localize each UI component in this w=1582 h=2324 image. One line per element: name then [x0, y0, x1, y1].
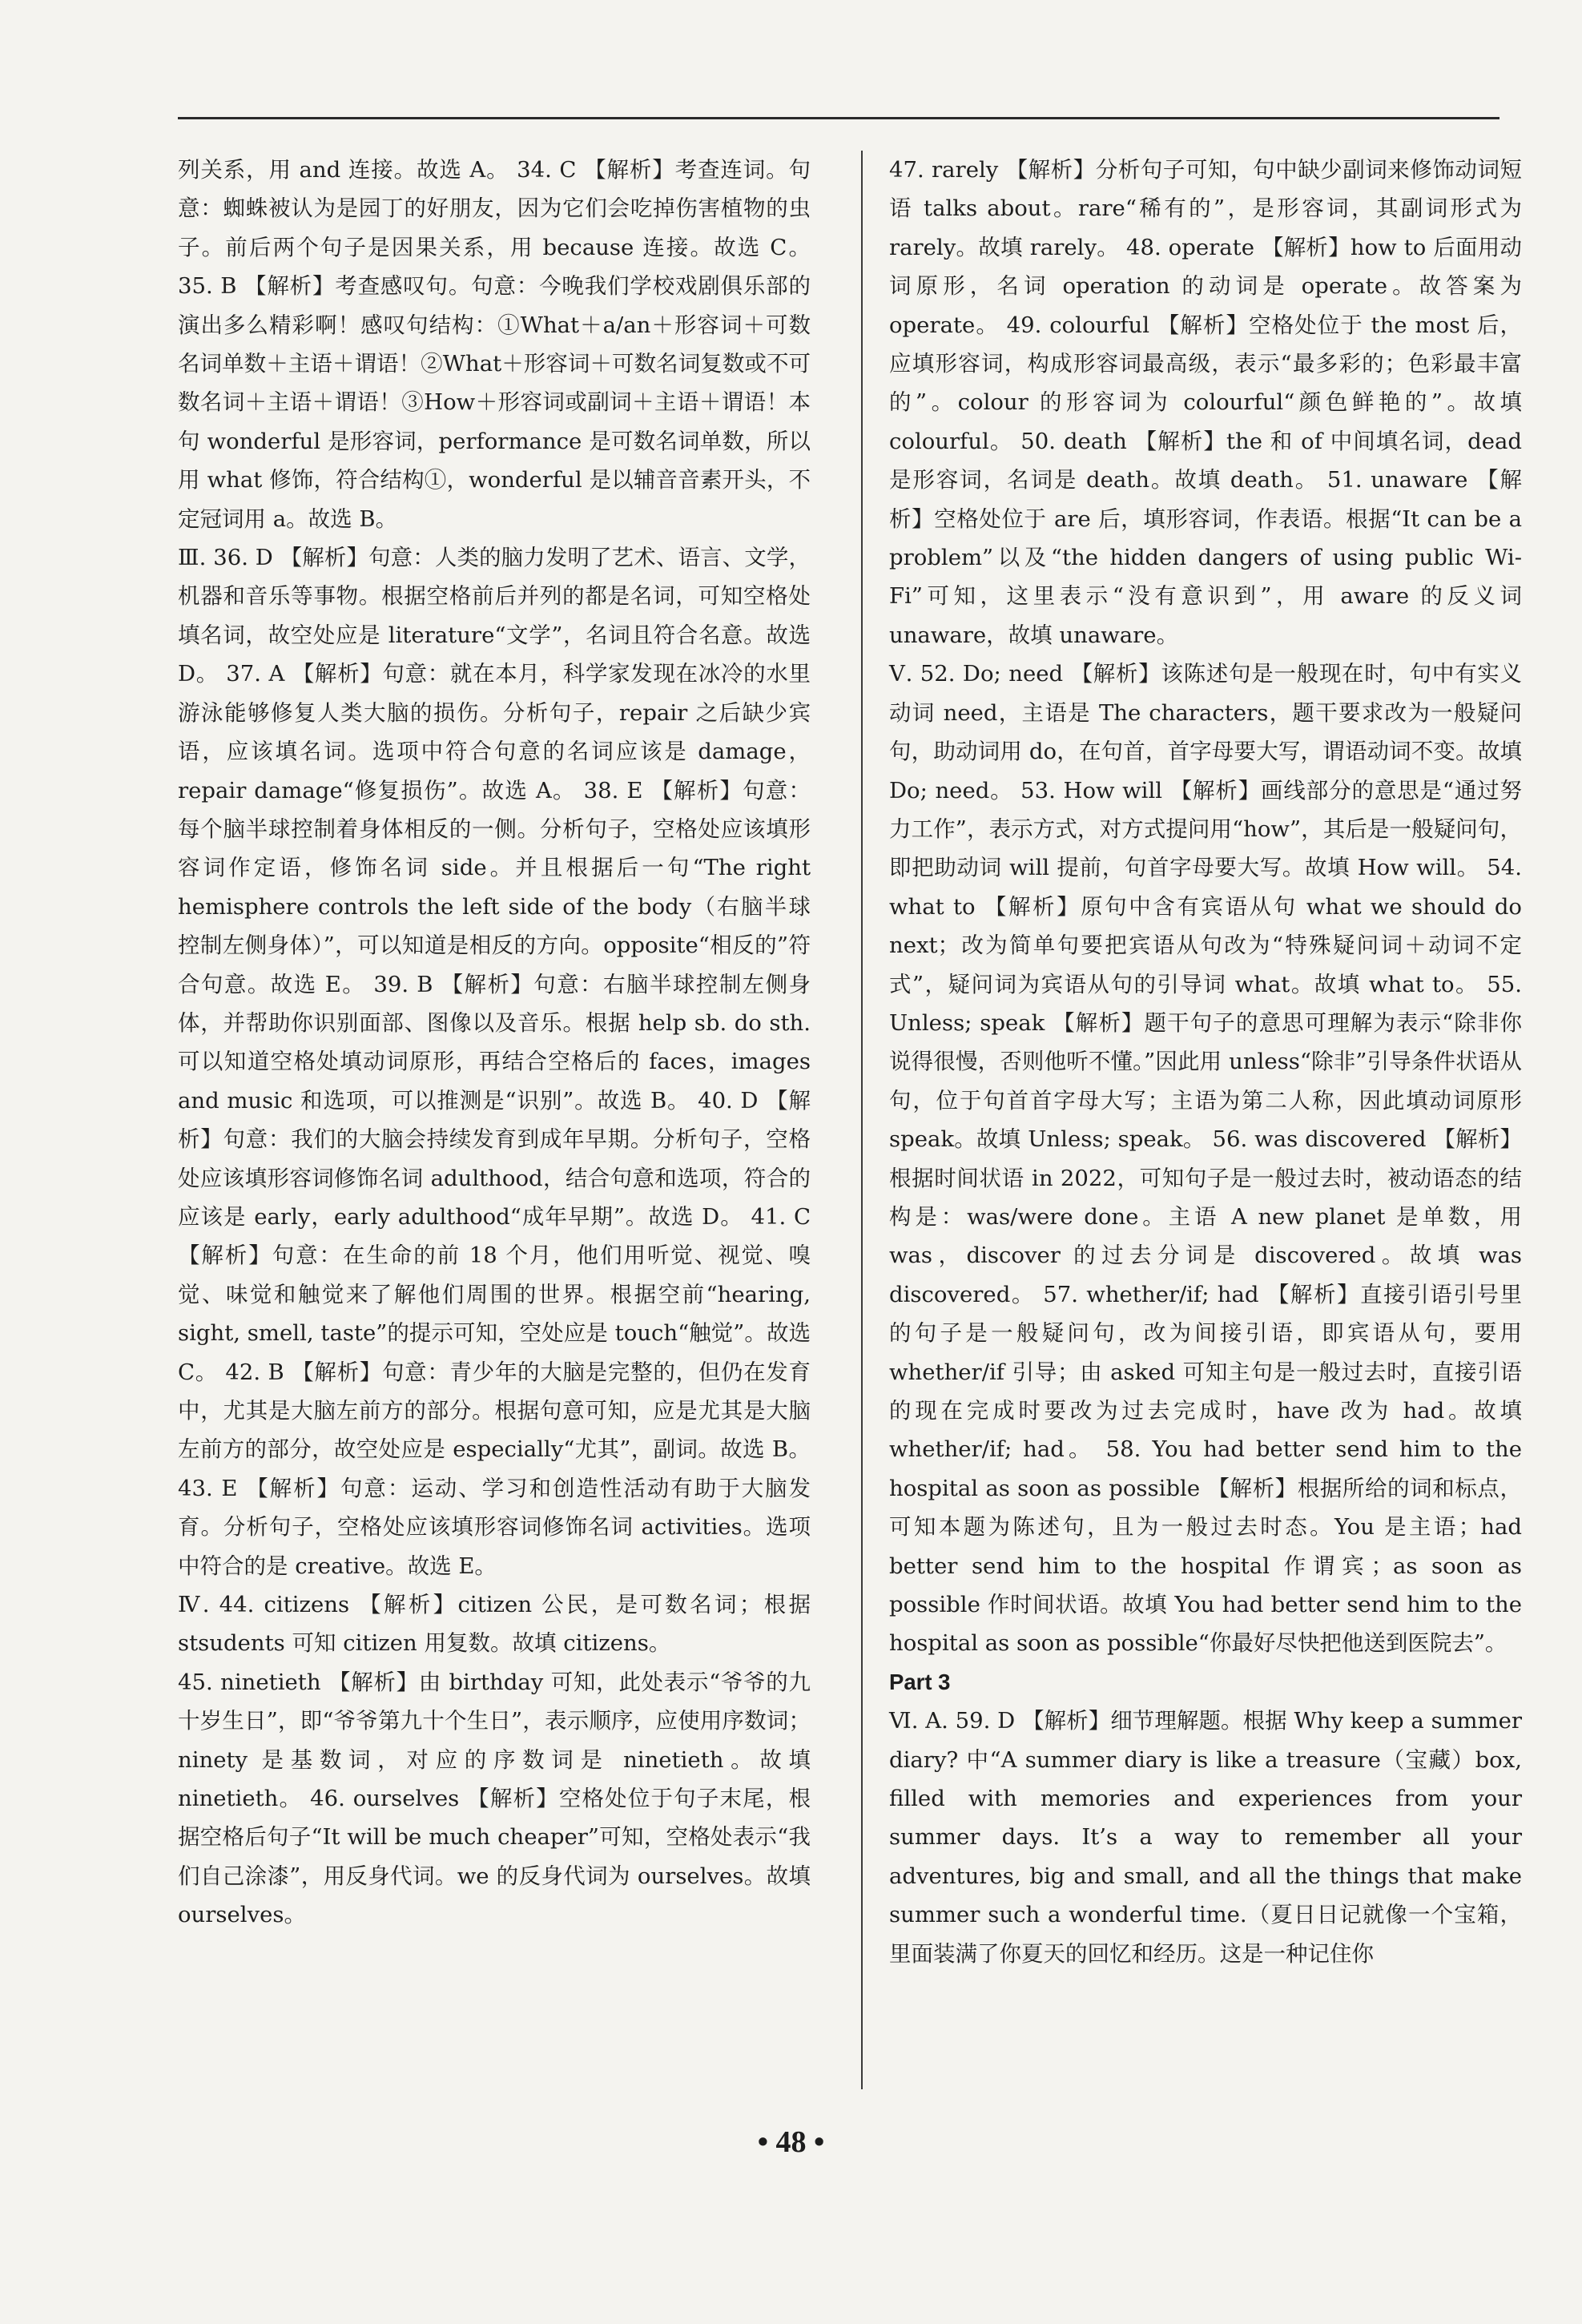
- page-number: • 48 •: [757, 2125, 825, 2159]
- section-vi-answer-59: Ⅵ. A. 59. D 【解析】细节理解题。根据 Why keep a summer diary? 中“A summer diary is like a treasure（宝藏）box, filled with memories and experiences from your summer days. It’s a way to remember all your adventures, big and small, and all the things that make summer such a wonderful time.（夏日日记就像一个宝箱，里面装满了你夏天的回忆和经历。这是一种记住你: [889, 1708, 1522, 1967]
- answers-45-46: 45. ninetieth 【解析】由 birthday 可知，此处表示“爷爷的九十岁生日”，即“爷爷第九十个生日”，表示顺序，应使用序数词；ninety 是基数词，对应的序数词是 ninetieth。故填 ninetieth。 46. ourselves 【解析】空格处位于句子末尾，根据空格后句子“It will be much cheaper”可知，空格处表示“我们自己涂漆”，用反身代词。we 的反身代词为 ourselves。故填 ourselves。: [178, 1669, 811, 1928]
- header-rule: [178, 117, 1499, 119]
- section-iii-answers: Ⅲ. 36. D 【解析】句意：人类的脑力发明了艺术、语言、文学，机器和音乐等事物。根据空格前后并列的都是名词，可知空格处填名词，故空处应是 literature“文学”，名词且符合名意。故选 D。 37. A 【解析】句意：就在本月，科学家发现在冰冷的水里游泳能够修复人类大脑的损伤。分析句子，repair 之后缺少宾语，应该填名词。选项中符合句意的名词应该是 damage，repair damage“修复损伤”。故选 A。 38. E 【解析】句意：每个脑半球控制着身体相反的一侧。分析句子，空格处应该填形容词作定语，修饰名词 side。并且根据后一句“The right hemisphere controls the left side of the body（右脑半球控制左侧身体）”，可以知道是相反的方向。opposite“相反的”符合句意。故选 E。 39. B 【解析】句意：右脑半球控制左侧身体，并帮助你识别面部、图像以及音乐。根据 help sb. do sth. 可以知道空格处填动词原形，再结合空格后的 faces，images and music 和选项，可以推测是“识别”。故选 B。 40. D 【解析】句意：我们的大脑会持续发育到成年早期。分析句子，空格处应该填形容词修饰名词 adulthood，结合句意和选项，符合的应该是 early，early adulthood“成年早期”。故选 D。 41. C 【解析】句意：在生命的前 18 个月，他们用听觉、视觉、嗅觉、味觉和触觉来了解他们周围的世界。根据空前“hearing, sight, smell, taste”的提示可知，空处应是 touch“触觉”。故选 C。 42. B 【解析】句意：青少年的大脑是完整的，但仍在发育中，尤其是大脑左前方的部分。根据句意可知，应是尤其是大脑左前方的部分，故空处应是 especially“尤其”，副词。故选 B。 43. E 【解析】句意：运动、学习和创造性活动有助于大脑发育。分析句子，空格处应该填形容词修饰名词 activities。选项中符合的是 creative。故选 E。: [178, 545, 811, 1579]
- answers-34-35: 列关系，用 and 连接。故选 A。 34. C 【解析】考查连词。句意：蜘蛛被认为是园丁的好朋友，因为它们会吃掉伤害植物的虫子。前后两个句子是因果关系，用 because 连接。故选 C。 35. B 【解析】考查感叹句。句意：今晚我们学校戏剧俱乐部的演出多么精彩啊！感叹句结构：①What＋a/an＋形容词＋可数名词单数＋主语＋谓语！②What＋形容词＋可数名词复数或不可数名词＋主语＋谓语！③How＋形容词或副词＋主语＋谓语！本句 wonderful 是形容词，performance 是可数名词单数，所以用 what 修饰，符合结构①，wonderful 是以辅音音素开头，不定冠词用 a。故选 B。: [178, 157, 811, 532]
- section-iv-answer-44: Ⅳ. 44. citizens 【解析】citizen 公民，是可数名词；根据 stsudents 可知 citizen 用复数。故填 citizens。: [178, 1592, 811, 1657]
- left-column: [178, 151, 811, 1935]
- answers-47-51: 47. rarely 【解析】分析句子可知，句中缺少副词来修饰动词短语 talks about。rare“稀有的”，是形容词，其副词形式为 rarely。故填 rarely。 48. operate 【解析】how to 后面用动词原形，名词 operation 的动词是 operate。故答案为 operate。 49. colourful 【解析】空格处位于 the most 后，应填形容词，构成形容词最高级，表示“最多彩的；色彩最丰富的”。colour 的形容词为 colourful“颜色鲜艳的”。故填 colourful。 50. death 【解析】the 和 of 中间填名词，dead 是形容词，名词是 death。故填 death。 51. unaware 【解析】空格处位于 are 后，填形容词，作表语。根据“It can be a problem”以及“the hidden dangers of using public Wi-Fi”可知，这里表示“没有意识到”，用 aware 的反义词 unaware，故填 unaware。: [889, 157, 1522, 648]
- section-v-answers: Ⅴ. 52. Do; need 【解析】该陈述句是一般现在时，句中有实义动词 need，主语是 The characters，题干要求改为一般疑问句，助动词用 do，在句首，首字母要大写，谓语动词不变。故填 Do; need。 53. How will 【解析】画线部分的意思是“通过努力工作”，表示方式，对方式提问用“how”，其后是一般疑问句，即把助动词 will 提前，句首字母要大写。故填 How will。 54. what to 【解析】原句中含有宾语从句 what we should do next；改为简单句要把宾语从句改为“特殊疑问词＋动词不定式”，疑问词为宾语从句的引导词 what。故填 what to。 55. Unless; speak 【解析】题干句子的意思可理解为表示“除非你说得很慢，否则他听不懂。”因此用 unless“除非”引导条件状语从句，位于句首首字母大写；主语为第二人称，因此填动词原形 speak。故填 Unless; speak。 56. was discovered 【解析】根据时间状语 in 2022，可知句子是一般过去时，被动语态的结构是：was/were done。主语 A new planet 是单数，用 was，discover 的过去分词是 discovered。故填 was discovered。 57. whether/if; had 【解析】直接引语引号里的句子是一般疑问句，改为间接引语，即宾语从句，要用 whether/if 引导；由 asked 可知主句是一般过去时，直接引语的现在完成时要改为过去完成时，have 改为 had。故填 whether/if; had。 58. You had better send him to the hospital as soon as possible 【解析】根据所给的词和标点，可知本题为陈述句，且为一般过去时态。You 是主语；had better send him to the hospital 作谓宾；as soon as possible 作时间状语。故填 You had better send him to the hospital as soon as possible“你最好尽快把他送到医院去”。: [889, 661, 1522, 1657]
- column-divider: [861, 151, 863, 2089]
- right-column: [889, 151, 1522, 1973]
- part-3-heading: Part 3: [889, 1669, 951, 1694]
